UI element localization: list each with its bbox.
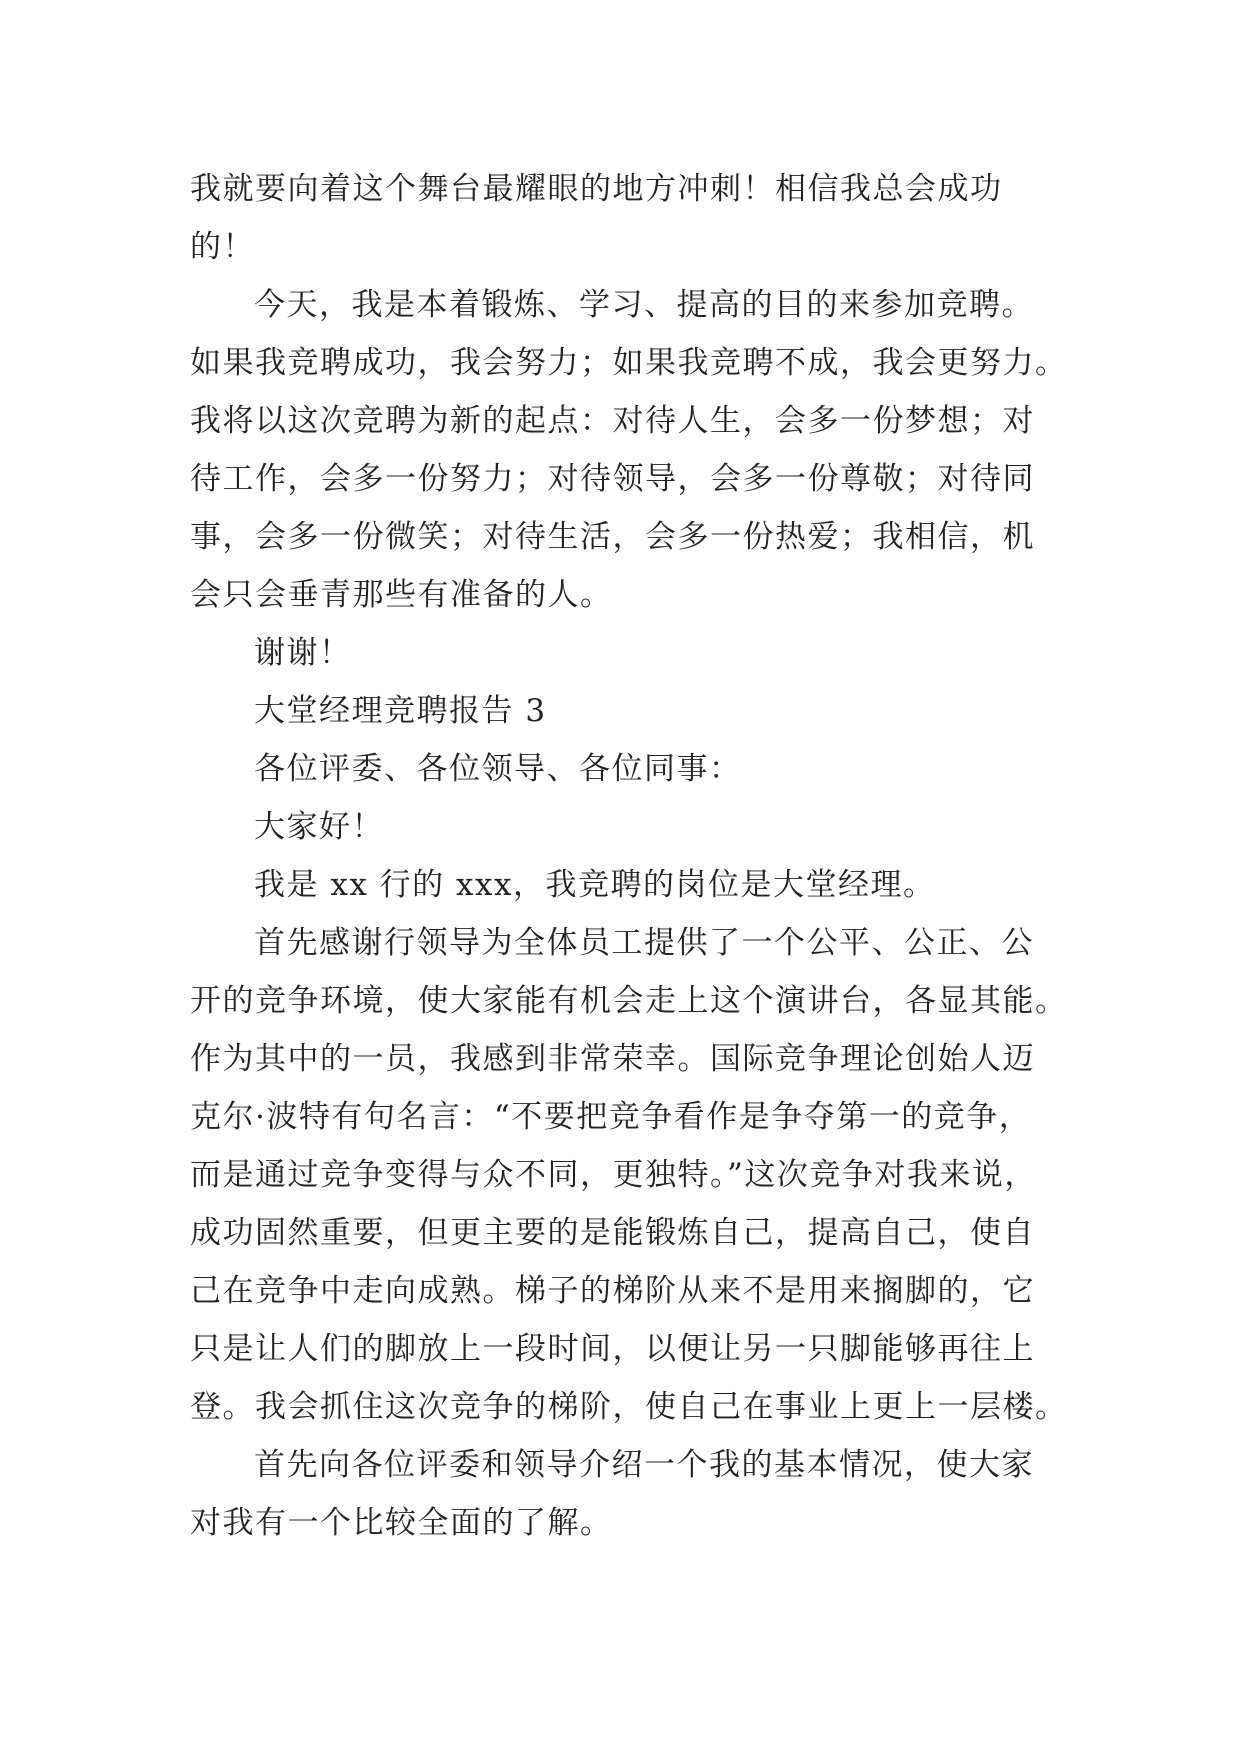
paragraph-thanks (190, 624, 1070, 682)
text-line: 的！ (190, 229, 255, 265)
document-body (190, 160, 1070, 1552)
paragraph-1 (190, 160, 1070, 276)
text-line: 今天，我是本着锻炼、学习、提高的目的来参加竞聘。 (254, 287, 1034, 323)
text-line: 会只会垂青那些有准备的人。 (190, 577, 613, 613)
text-line: 待工作，会多一份努力；对待领导，会多一份尊敬；对待同 (190, 461, 1035, 497)
self-introduction (190, 856, 1070, 914)
text-line: 作为其中的一员，我感到非常荣幸。国际竞争理论创始人迈 (190, 1041, 1035, 1077)
section-title (190, 682, 1070, 740)
text-line: 己在竞争中走向成熟。梯子的梯阶从来不是用来搁脚的，它 (190, 1273, 1035, 1309)
text-line: 首先向各位评委和领导介绍一个我的基本情况，使大家 (254, 1447, 1034, 1483)
text-line: 我就要向着这个舞台最耀眼的地方冲刺！相信我总会成功 (190, 171, 1003, 207)
text-line: 各位评委、各位领导、各位同事： (254, 751, 742, 787)
text-line: 如果我竞聘成功，我会努力；如果我竞聘不成，我会更努力。 (190, 345, 1068, 381)
text-line: 事，会多一份微笑；对待生活，会多一份热爱；我相信，机 (190, 519, 1035, 555)
text-line: 登。我会抓住这次竞争的梯阶，使自己在事业上更上一层楼。 (190, 1389, 1068, 1425)
text-line: 对我有一个比较全面的了解。 (190, 1505, 613, 1541)
text-line: 只是让人们的脚放上一段时间，以便让另一只脚能够再往上 (190, 1331, 1035, 1367)
paragraph-thanks-leaders (190, 914, 1070, 1436)
text-line: 我将以这次竞聘为新的起点：对待人生，会多一份梦想；对 (190, 403, 1035, 439)
text-line: 大堂经理竞聘报告 3 (254, 693, 547, 729)
text-line: 开的竞争环境，使大家能有机会走上这个演讲台，各显其能。 (190, 983, 1068, 1019)
paragraph-2 (190, 276, 1070, 624)
text-line: 成功固然重要，但更主要的是能锻炼自己，提高自己，使自 (190, 1215, 1035, 1251)
salutation (190, 740, 1070, 798)
text-line: 首先感谢行领导为全体员工提供了一个公平、公正、公 (254, 925, 1034, 961)
text-line: 谢谢！ (254, 635, 352, 671)
paragraph-basic-info (190, 1436, 1070, 1552)
greeting (190, 798, 1070, 856)
text-line: 我是 xx 行的 xxx，我竞聘的岗位是大堂经理。 (254, 867, 936, 903)
text-line: 克尔·波特有句名言：“不要把竞争看作是争夺第一的竞争， (190, 1099, 1032, 1135)
text-line: 大家好！ (254, 809, 384, 845)
text-line: 而是通过竞争变得与众不同，更独特。”这次竞争对我来说， (190, 1157, 1037, 1193)
